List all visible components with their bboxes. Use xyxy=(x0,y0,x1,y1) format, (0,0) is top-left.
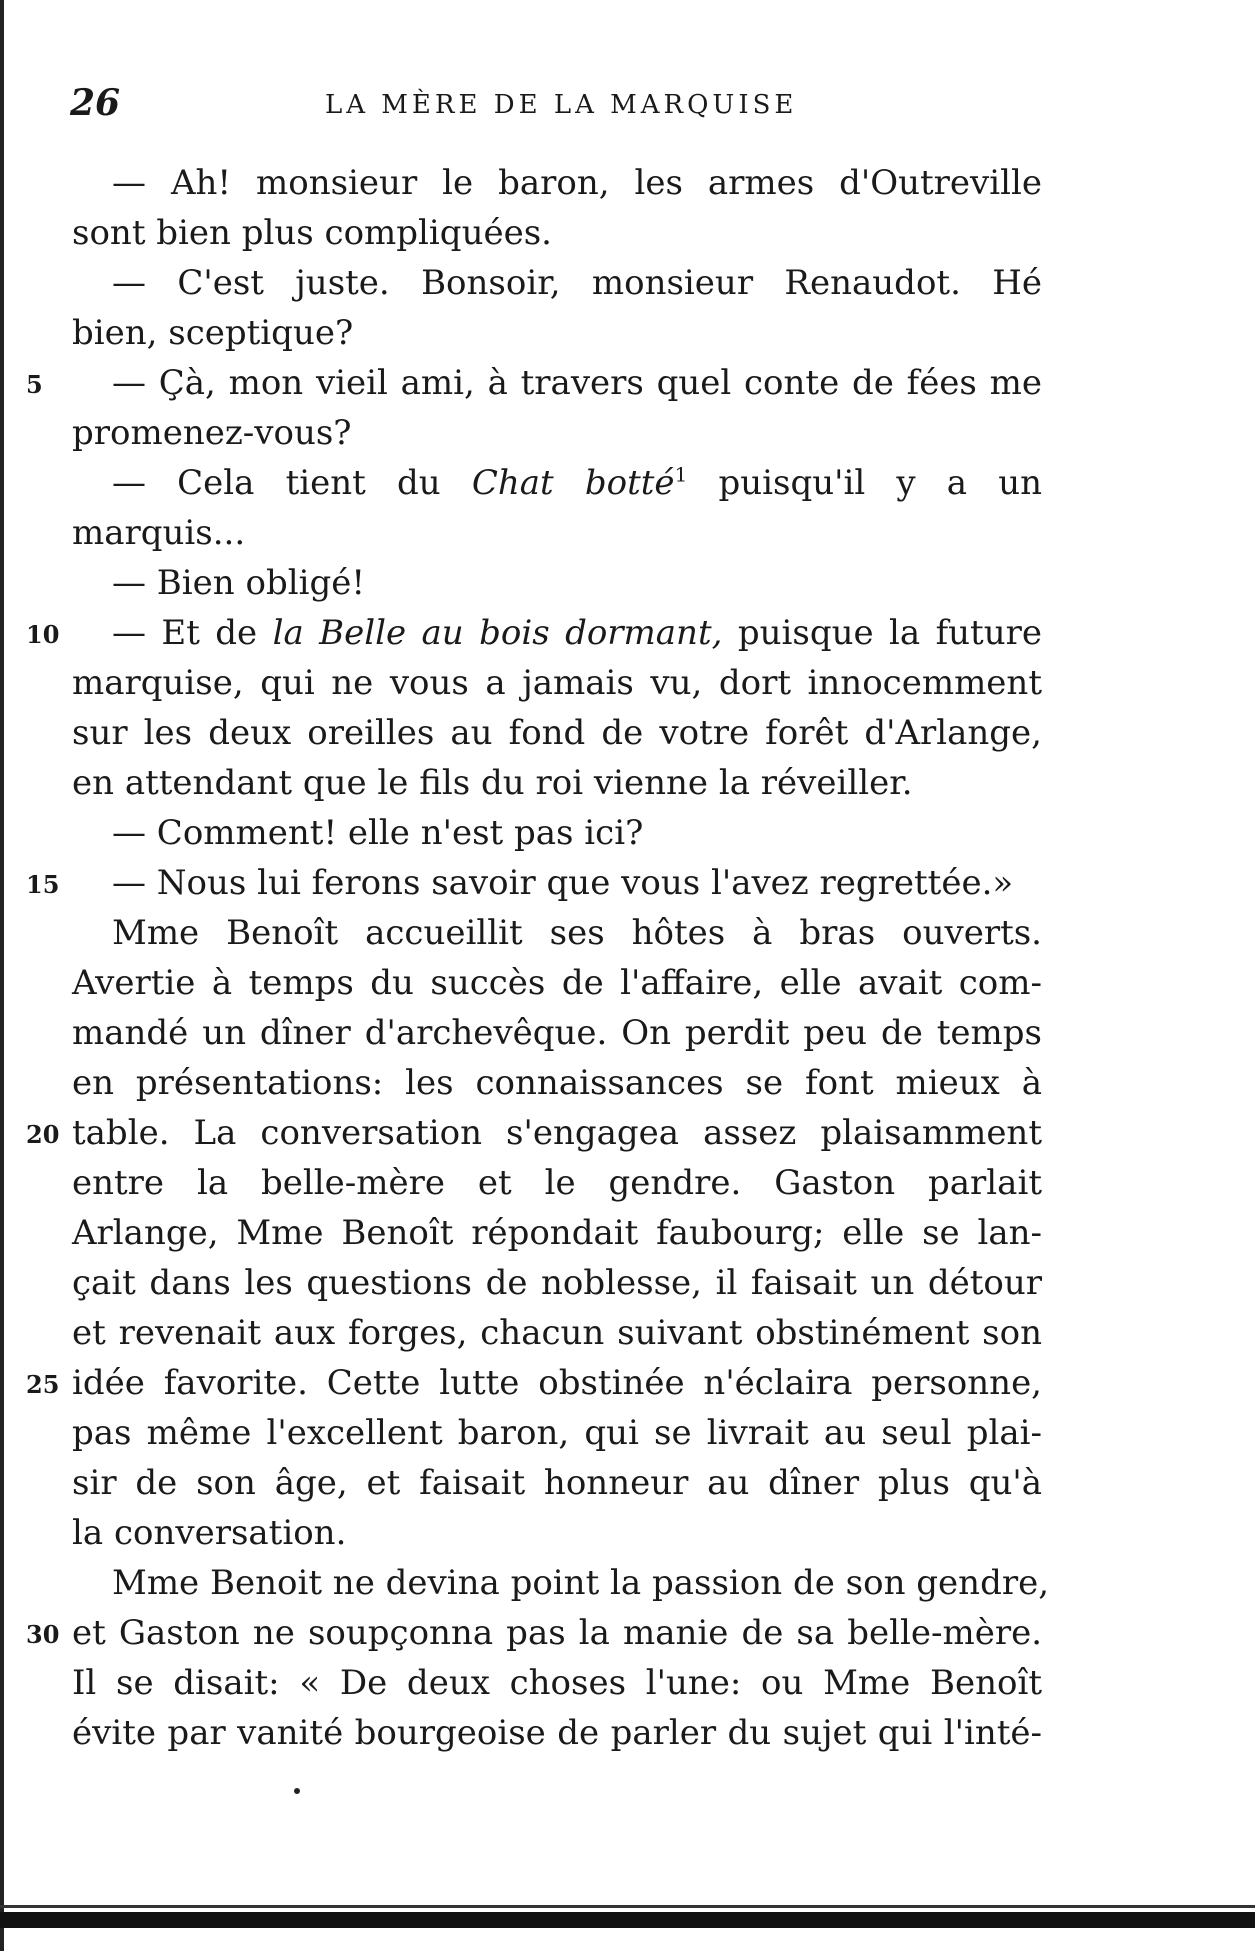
line-text xyxy=(72,858,1042,908)
text-line xyxy=(0,808,1255,858)
text-line xyxy=(0,1458,1255,1508)
text-line xyxy=(0,408,1255,458)
text-line xyxy=(0,1208,1255,1258)
line-text-main: promenez-vous? xyxy=(72,413,352,453)
line-number: 30 xyxy=(26,1620,60,1649)
line-text xyxy=(72,708,1042,758)
text-line xyxy=(0,708,1255,758)
text-line xyxy=(0,558,1255,608)
text-line xyxy=(0,1058,1255,1108)
line-text xyxy=(72,1008,1042,1058)
line-text-main: la conversation. xyxy=(72,1513,347,1553)
text-line xyxy=(0,908,1255,958)
line-text-main: sur les deux oreilles au fond de votre forêt d'Arlange, xyxy=(72,713,1042,753)
line-text-main: Il se disait: « De deux choses l'une: ou Mme Benoît xyxy=(72,1663,1042,1703)
bottom-rule xyxy=(0,1912,1255,1928)
text-line xyxy=(0,1358,1255,1408)
line-number: 25 xyxy=(26,1370,60,1399)
line-text-main: — Nous lui ferons savoir que vous l'avez regrettée.» xyxy=(112,863,1014,903)
line-text-main: — C'est juste. Bonsoir, monsieur Renaudot. Hé xyxy=(112,263,1042,303)
text-line xyxy=(0,858,1255,908)
line-text xyxy=(72,408,1042,458)
line-text-main: et revenait aux forges, chacun suivant obstinément son xyxy=(72,1313,1042,1353)
line-text xyxy=(72,808,1042,858)
line-text-italic: la Belle au bois dormant, xyxy=(272,613,723,653)
text-line xyxy=(0,1308,1255,1358)
line-text xyxy=(72,1308,1042,1358)
line-text xyxy=(72,1658,1042,1708)
line-text xyxy=(72,758,1042,808)
line-text-after: puisque la future xyxy=(722,613,1042,653)
line-text xyxy=(72,208,1042,258)
line-text-main: — Cela tient du xyxy=(112,463,441,503)
text-line xyxy=(0,258,1255,308)
line-text xyxy=(72,1258,1042,1308)
line-text-main: et Gaston ne soupçonna pas la manie de sa belle-mère. xyxy=(72,1613,1042,1653)
line-text-main: — Ah! monsieur le baron, les armes d'Outreville xyxy=(112,163,1042,203)
line-text-italic: Chat botté xyxy=(471,463,675,503)
text-line xyxy=(0,958,1255,1008)
line-number: 15 xyxy=(26,870,60,899)
line-text-main: en présentations: les connaissances se font mieux à xyxy=(72,1063,1042,1103)
line-text xyxy=(72,1458,1042,1508)
line-text-main: entre la belle-mère et le gendre. Gaston parlait xyxy=(72,1163,1042,1203)
text-line xyxy=(0,1158,1255,1208)
text-line xyxy=(0,1408,1255,1458)
text-line xyxy=(0,508,1255,558)
body-text xyxy=(0,158,1255,1758)
line-text xyxy=(72,258,1042,308)
line-number: 20 xyxy=(26,1120,60,1149)
line-text-after: puisqu'il y a un xyxy=(687,463,1042,503)
text-line xyxy=(0,1708,1255,1758)
line-text xyxy=(72,1708,1042,1758)
text-line xyxy=(0,1258,1255,1308)
line-text-main: — Comment! elle n'est pas ici? xyxy=(112,813,644,853)
line-text-main: sir de son âge, et faisait honneur au dîner plus qu'à xyxy=(72,1463,1042,1503)
page-header xyxy=(70,82,1050,132)
line-number: 5 xyxy=(26,370,43,399)
line-text xyxy=(72,458,1042,508)
running-head: LA MÈRE DE LA MARQUISE xyxy=(325,90,798,120)
text-line xyxy=(0,1608,1255,1658)
line-text-main: mandé un dîner d'archevêque. On perdit peu de temps xyxy=(72,1013,1042,1053)
line-text xyxy=(72,358,1042,408)
text-line xyxy=(0,1008,1255,1058)
text-line xyxy=(0,608,1255,658)
line-text-main: — Et de xyxy=(112,613,258,653)
line-text xyxy=(72,158,1042,208)
line-text xyxy=(72,1158,1042,1208)
line-text xyxy=(72,908,1042,958)
line-text-main: en attendant que le fils du roi vienne la réveiller. xyxy=(72,763,913,803)
line-text xyxy=(72,1058,1042,1108)
line-text-main: çait dans les questions de noblesse, il faisait un détour xyxy=(72,1263,1042,1303)
line-text-main: Avertie à temps du succès de l'affaire, elle avait com- xyxy=(72,963,1042,1003)
line-text xyxy=(72,1558,1050,1608)
text-line xyxy=(0,358,1255,408)
line-text xyxy=(72,1508,1042,1558)
line-text-main: pas même l'excellent baron, qui se livrait au seul plai- xyxy=(72,1413,1042,1453)
page-number: 26 xyxy=(70,82,121,124)
line-text-main: évite par vanité bourgeoise de parler du sujet qui l'inté- xyxy=(72,1713,1042,1753)
line-text-main: — Çà, mon vieil ami, à travers quel conte de fées me xyxy=(112,363,1042,403)
text-line xyxy=(0,758,1255,808)
text-line xyxy=(0,158,1255,208)
text-line xyxy=(0,1658,1255,1708)
line-text-main: table. La conversation s'engagea assez plaisamment xyxy=(72,1113,1042,1153)
line-text-main: sont bien plus compliquées. xyxy=(72,213,552,253)
line-text-main: Mme Benoit ne devina point la passion de son gendre, xyxy=(112,1563,1050,1603)
text-line xyxy=(0,1508,1255,1558)
line-text-main: Arlange, Mme Benoît répondait faubourg; elle se lan- xyxy=(72,1213,1042,1253)
text-line xyxy=(0,208,1255,258)
line-text xyxy=(72,1358,1042,1408)
text-line xyxy=(0,458,1255,508)
line-text xyxy=(72,1408,1042,1458)
line-text xyxy=(72,1108,1042,1158)
line-text xyxy=(72,1208,1042,1258)
line-text-main: marquis... xyxy=(72,513,246,553)
line-text xyxy=(72,958,1042,1008)
bottom-rule-thin xyxy=(0,1905,1255,1908)
line-text-main: bien, sceptique? xyxy=(72,313,354,353)
line-number: 10 xyxy=(26,620,60,649)
line-text xyxy=(72,658,1042,708)
line-text xyxy=(72,608,1042,658)
line-text xyxy=(72,558,1042,608)
line-text-main: — Bien obligé! xyxy=(112,563,366,603)
stray-mark xyxy=(294,1788,300,1794)
line-text xyxy=(72,308,1042,358)
line-text xyxy=(72,508,1042,558)
line-text-main: marquise, qui ne vous a jamais vu, dort innocemment xyxy=(72,663,1042,703)
footnote-marker: 1 xyxy=(674,462,688,487)
line-text-main: idée favorite. Cette lutte obstinée n'éclaira personne, xyxy=(72,1363,1042,1403)
line-text xyxy=(72,1608,1042,1658)
text-line xyxy=(0,658,1255,708)
text-line xyxy=(0,1108,1255,1158)
line-text-main: Mme Benoît accueillit ses hôtes à bras ouverts. xyxy=(112,913,1042,953)
text-line xyxy=(0,1558,1255,1608)
text-line xyxy=(0,308,1255,358)
